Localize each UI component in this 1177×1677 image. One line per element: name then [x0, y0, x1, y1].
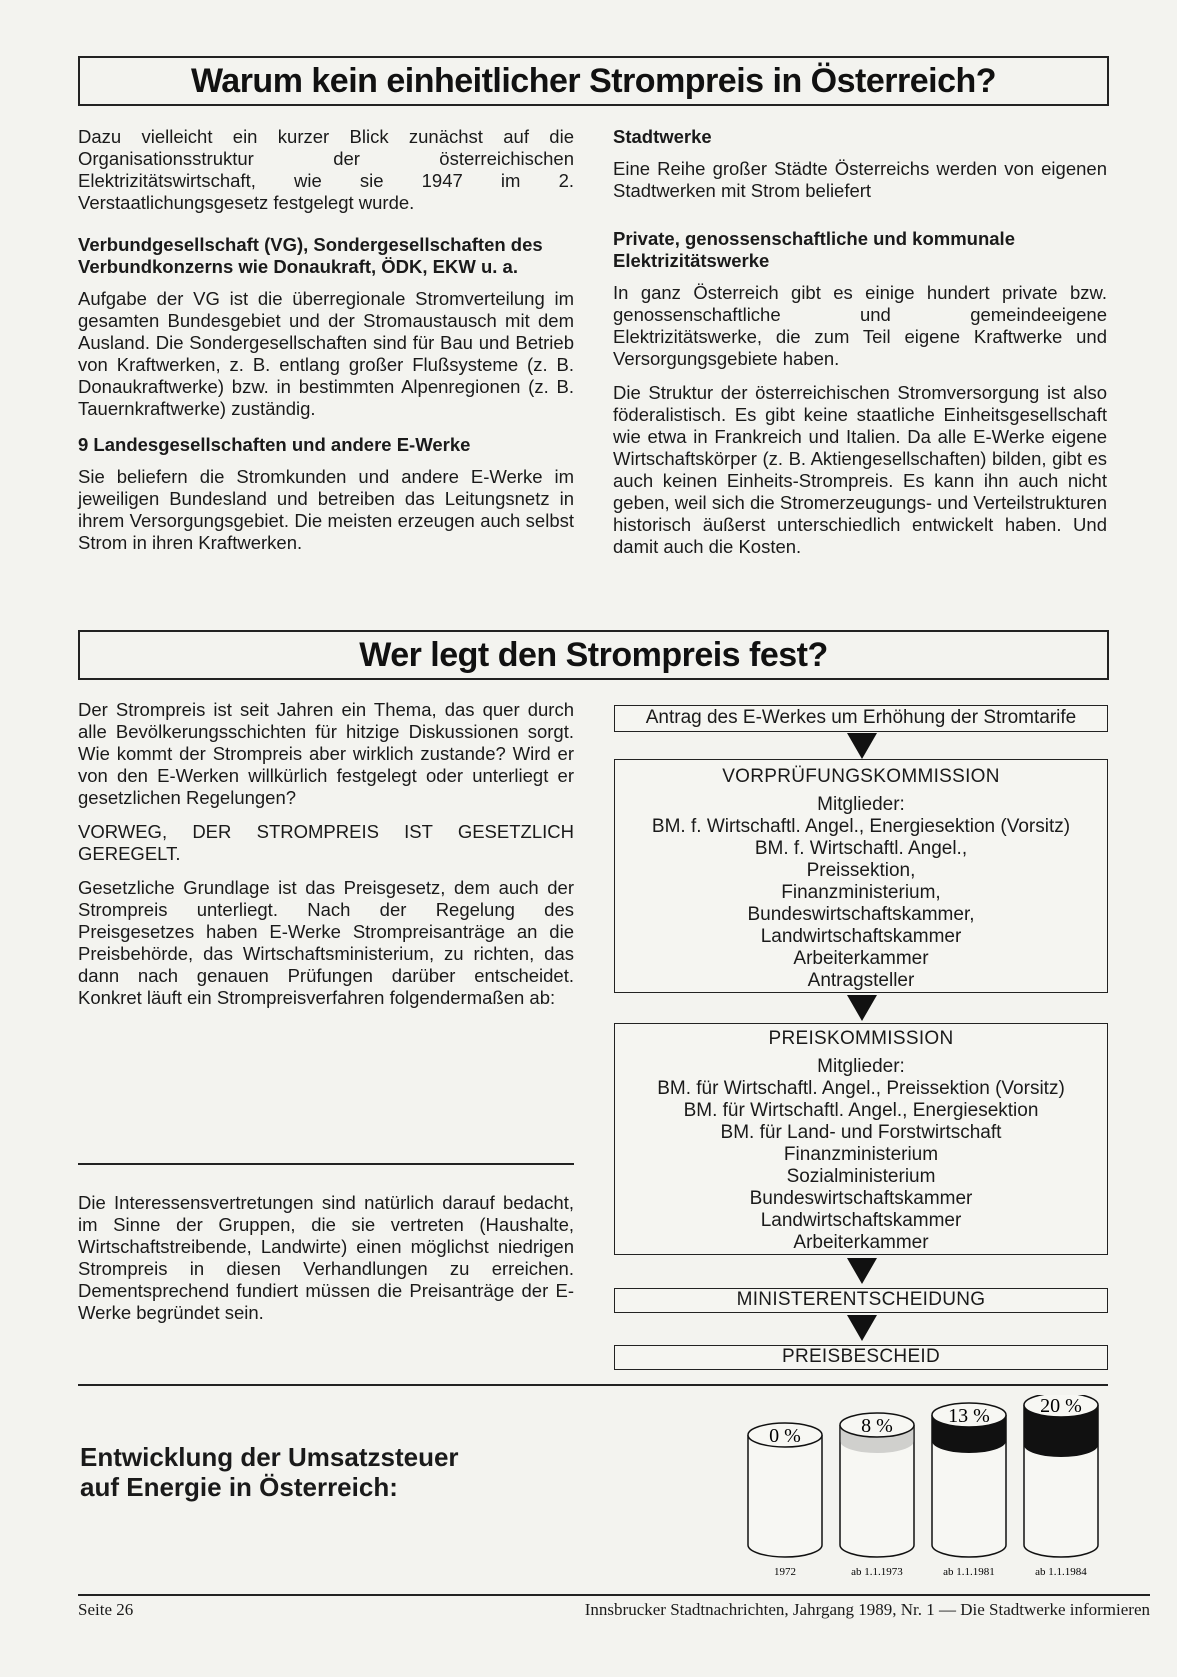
flow-antrag-text: Antrag des E-Werkes um Erhöhung der Stromtarife [645, 707, 1077, 728]
interessen-paragraph: Die Interessensvertretungen sind natürlich darauf bedacht, im Sinne der Gruppen, die sie vertreten (Haushalte, Wirtschaftstreibende, Landwirte) einen möglichst niedrigen Strompreis in diesen Verhandlungen zu erreichen. Dementsprechend fundiert müssen die Preisanträge der E-Werke begründet sein. [78, 1192, 574, 1323]
right-column-1 [613, 126, 1107, 570]
landes-heading: 9 Landesgesellschaften und andere E-Werke [78, 434, 471, 455]
tax-date-label: 1972 [774, 1566, 796, 1578]
verbund-paragraph: Aufgabe der VG ist die überregionale Stromverteilung im gesamten Bundesgebiet und der Stromaustausch mit dem Ausland. Die Sondergesellschaften sind für Bau und Betrieb von Kraftwerken, z. B. entlang großer Flußsysteme (z. B. Donaukraftwerke) bzw. in bestimmten Alpenregionen (z. B. Tauernkraftwerke) zuständig. [78, 288, 574, 419]
vorpruefung-member-line: BM. f. Wirtschaftl. Angel., Energiesektion (Vorsitz) [651, 816, 1071, 837]
footer-source: Innsbrucker Stadtnachrichten, Jahrgang 1989, Nr. 1 — Die Stadtwerke informieren [584, 1600, 1150, 1619]
stadtwerke-paragraph: Eine Reihe großer Städte Österreichs werden von eigenen Stadtwerken mit Strom beliefert [613, 158, 1107, 201]
divider-tax [78, 1384, 1108, 1386]
tax-cylinder [748, 1423, 822, 1578]
tax-rate-label: 13 % [948, 1405, 990, 1427]
flow-antrag-box [614, 705, 1108, 732]
tax-date-label: ab 1.1.1973 [851, 1566, 903, 1578]
vorpruefung-heading: VORPRÜFUNGSKOMMISSION [722, 766, 1000, 787]
preiskommission-member-line: Finanzministerium [783, 1144, 939, 1165]
tax-date-label: ab 1.1.1984 [1035, 1566, 1087, 1578]
arrow-down-icon [847, 995, 877, 1021]
preiskommission-heading: PREISKOMMISSION [768, 1028, 954, 1049]
tax-cylinder [1024, 1395, 1098, 1578]
vorpruefung-member-line: Finanzministerium, [781, 882, 941, 903]
vorpruefung-members [615, 794, 1107, 992]
preisgesetz-paragraph: Gesetzliche Grundlage ist das Preisgesetz, dem auch der Strompreis unterliegt. Nach der Regelung des Preisgesetzes haben E-Werke Strompreisanträge an die Preisbehörde, das Wirtschaftsministerium, zu richten, das dann nach genauen Prüfungen darüber entscheidet. Konkret läuft ein Strompreisverfahren folgendermaßen ab: [78, 877, 574, 1008]
arrow-down-icon [847, 1315, 877, 1341]
page-number: Seite 26 [78, 1600, 134, 1619]
preiskommission-member-line: Mitglieder: [817, 1056, 905, 1077]
vorpruefung-member-line: Arbeiterkammer [793, 948, 929, 969]
preiskommission-members [615, 1056, 1107, 1254]
flow-vorpruefung-box [614, 759, 1108, 993]
vorpruefung-member-line: Mitglieder: [817, 794, 905, 815]
arrow-down-icon [847, 1258, 877, 1284]
footer-rule [78, 1594, 1150, 1596]
tax-title [80, 1442, 459, 1502]
ministerentscheidung-text: MINISTERENTSCHEIDUNG [736, 1289, 986, 1310]
strompreis-intro: Der Strompreis ist seit Jahren ein Thema, das quer durch alle Bevölkerungsschichten für hitzige Diskussionen sorgt. Wie kommt der Strompreis aber wirklich zustande? Wird er von den E-Werken willkürlich festgelegt oder unterliegt er gesetzlichen Regelungen? [78, 699, 574, 808]
divider-left [78, 1163, 574, 1165]
preiskommission-member-line: Sozialministerium [786, 1166, 936, 1187]
vorpruefung-member-line: Antragsteller [807, 970, 915, 991]
verbund-heading: Verbundgesellschaft (VG), Sondergesellschaften des Verbundkonzerns wie Donaukraft, ÖDK, EKW u. a. [78, 234, 543, 277]
flow-bescheid-box [614, 1345, 1108, 1370]
intro-paragraph: Dazu vielleicht ein kurzer Blick zunächst auf die Organisationsstruktur der österreichischen Elektrizitätswirtschaft, wie sie 1947 im 2. Verstaatlichungsgesetz festgelegt wurde. [78, 126, 574, 213]
tax-rate-label: 20 % [1040, 1395, 1082, 1417]
private-heading: Private, genossenschaftliche und kommunale Elektrizitätswerke [613, 228, 1015, 271]
private-paragraph: In ganz Österreich gibt es einige hundert private bzw. genossenschaftliche und gemeindeeigene Elektrizitätswerke, die zum Teil eigene Kraftwerke und Versorgungsgebiete haben. [613, 282, 1107, 369]
tax-title-line2: auf Energie in Österreich: [80, 1472, 398, 1502]
flow-preiskommission-box [614, 1023, 1108, 1255]
tax-cylinder [840, 1413, 914, 1578]
flow-minister-box [614, 1288, 1108, 1313]
strompreis-geregelt: VORWEG, DER STROMPREIS IST GESETZLICH GEREGELT. [78, 821, 574, 864]
left-column-3 [78, 1192, 574, 1336]
preiskommission-member-line: BM. für Wirtschaftl. Angel., Energiesektion [683, 1100, 1039, 1121]
tax-cylinders-chart [740, 1395, 1115, 1585]
vorpruefung-member-line: Preissektion, [806, 860, 916, 881]
landes-paragraph: Sie beliefern die Stromkunden und andere E-Werke im jeweiligen Bundesland und betreiben das Leitungsnetz in ihrem Versorgungsgebiet. Die meisten erzeugen auch selbst Strom in ihren Kraftwerken. [78, 466, 574, 553]
preiskommission-member-line: BM. für Land- und Forstwirtschaft [720, 1122, 1002, 1143]
vorpruefung-member-line: Landwirtschaftskammer [760, 926, 962, 947]
left-column-2 [78, 699, 574, 1021]
struktur-paragraph: Die Struktur der österreichischen Stromversorgung ist also föderalistisch. Es gibt keine staatliche Einheitsgesellschaft wie etwa in Frankreich und Italien. Da alle E-Werke eigene Wirtschaftskörper (z. B. Aktiengesellschaften) bilden, gibt es auch keinen Einheits-Strompreis. Es kann ihn auch nicht geben, weil sich die Stromerzeugungs- und Verteilstrukturen historisch äußerst unterschiedlich entwickelt haben. Und damit auch die Kosten. [613, 382, 1107, 557]
left-column-1 [78, 126, 574, 566]
tax-rate-label: 8 % [861, 1415, 893, 1437]
title-wer-legt-fest [78, 630, 1109, 680]
tax-title-line1: Entwicklung der Umsatzsteuer [80, 1442, 459, 1472]
preiskommission-member-line: Bundeswirtschaftskammer [749, 1188, 973, 1209]
tax-rate-label: 0 % [769, 1425, 801, 1447]
preiskommission-member-line: Arbeiterkammer [793, 1232, 929, 1253]
preisbescheid-text: PREISBESCHEID [781, 1346, 941, 1367]
title2-text: Wer legt den Strompreis fest? [359, 635, 828, 674]
vorpruefung-member-line: BM. f. Wirtschaftl. Angel., [754, 838, 968, 859]
arrow-down-icon [847, 733, 877, 759]
tax-cylinder [932, 1403, 1006, 1578]
vorpruefung-member-line: Bundeswirtschaftskammer, [747, 904, 975, 925]
tax-date-label: ab 1.1.1981 [943, 1566, 995, 1578]
stadtwerke-heading: Stadtwerke [613, 126, 712, 147]
title1-text: Warum kein einheitlicher Strompreis in Österreich? [190, 61, 997, 100]
preiskommission-member-line: Landwirtschaftskammer [760, 1210, 962, 1231]
title-strompreis-einheitlich [78, 56, 1109, 106]
preiskommission-member-line: BM. für Wirtschaftl. Angel., Preissektion (Vorsitz) [657, 1078, 1065, 1099]
